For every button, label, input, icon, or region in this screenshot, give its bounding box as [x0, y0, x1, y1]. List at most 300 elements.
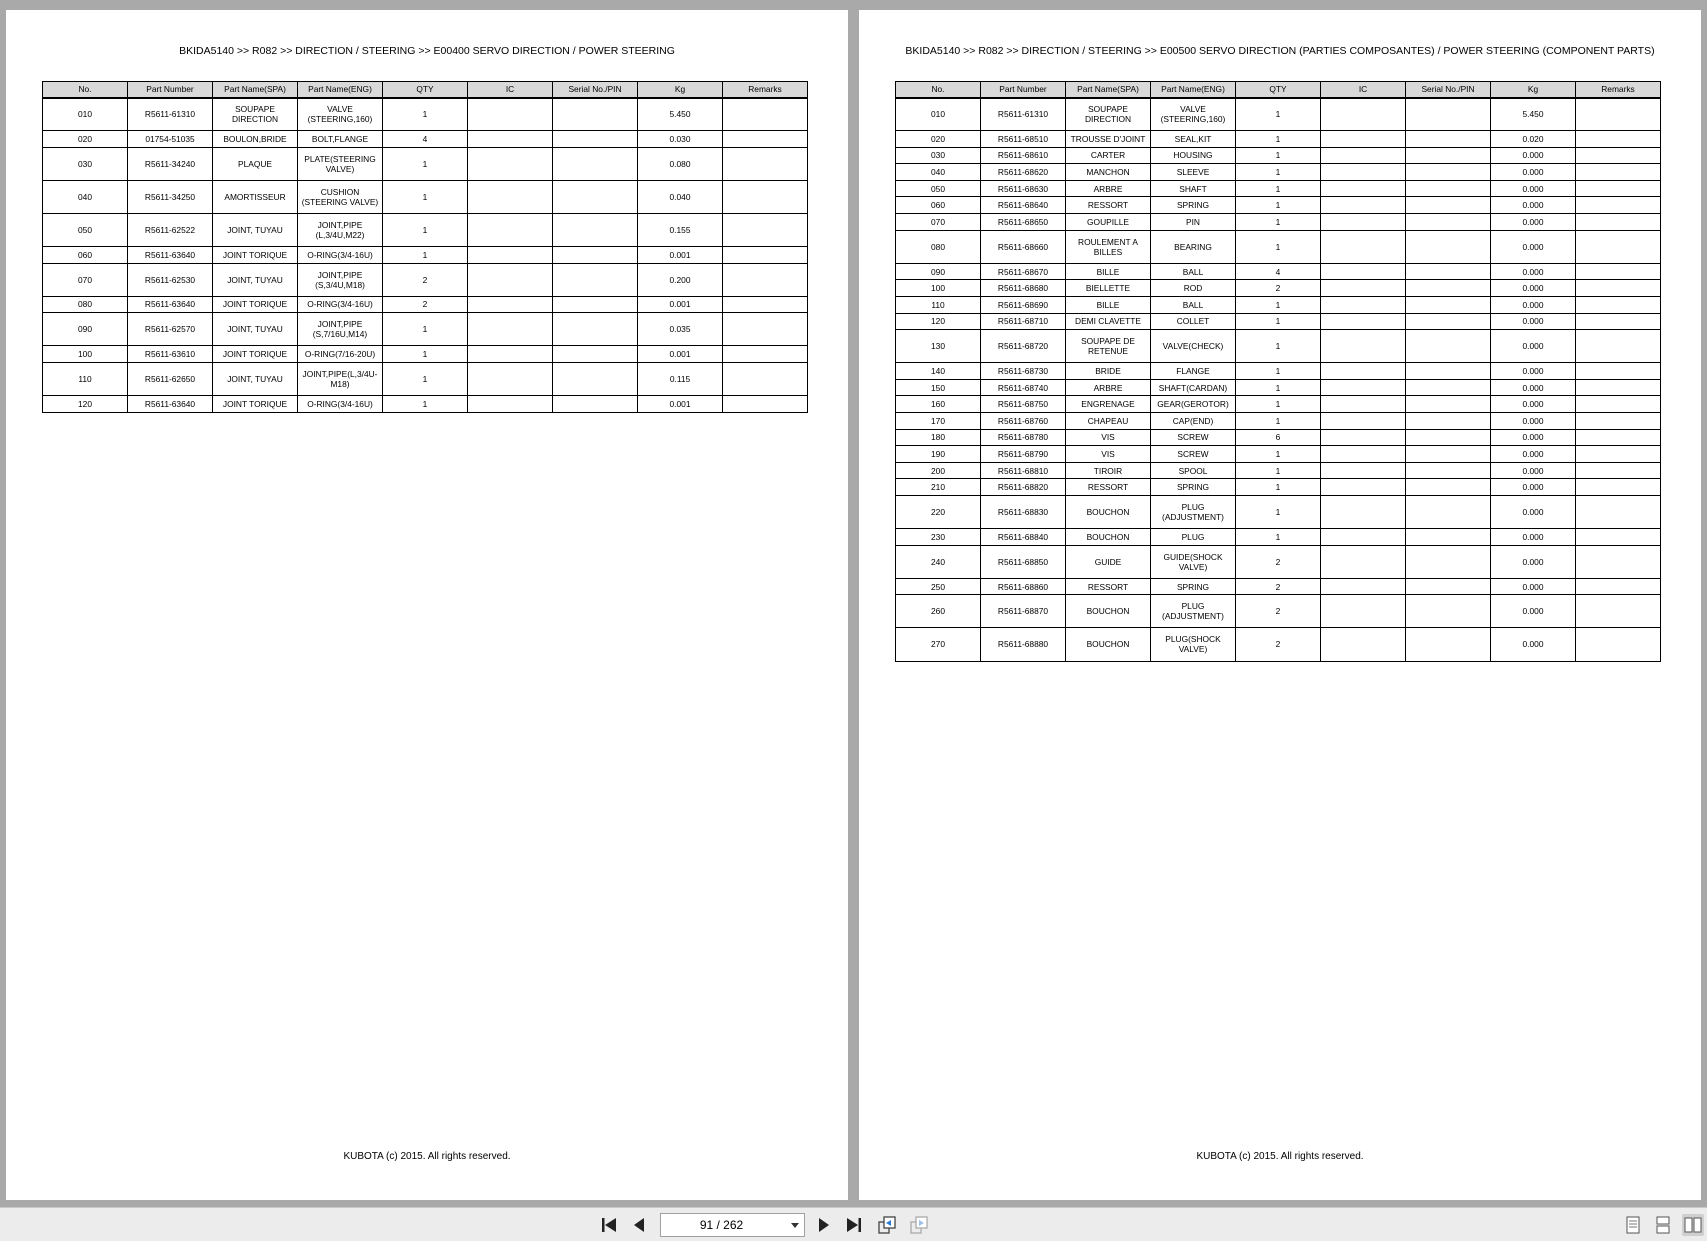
- cell-no: 120: [43, 396, 128, 413]
- cell-part-name-eng: PLUG(SHOCK VALVE): [1151, 628, 1236, 661]
- next-page-icon: [814, 1216, 832, 1234]
- cell-remarks: [1576, 379, 1661, 396]
- column-header: QTY: [383, 82, 468, 98]
- cell-serial: [1406, 479, 1491, 496]
- table-row: [896, 363, 1661, 380]
- cell-kg: 0.000: [1491, 197, 1576, 214]
- cell-no: 010: [43, 98, 128, 131]
- cell-ic: [1321, 214, 1406, 231]
- cell-remarks: [1576, 578, 1661, 595]
- cell-serial: [1406, 529, 1491, 546]
- cell-kg: 0.030: [638, 131, 723, 148]
- cell-part-number: R5611-68710: [981, 313, 1066, 330]
- table-row: [896, 313, 1661, 330]
- cell-no: 150: [896, 379, 981, 396]
- cell-serial: [553, 313, 638, 346]
- table-row: [43, 98, 808, 131]
- cell-no: 050: [43, 213, 128, 246]
- cell-kg: 0.000: [1491, 214, 1576, 231]
- cell-serial: [1406, 363, 1491, 380]
- cell-part-name-eng: JOINT,PIPE (S,7/16U,M14): [298, 313, 383, 346]
- cell-qty: 1: [383, 98, 468, 131]
- cell-no: 020: [896, 131, 981, 148]
- cell-remarks: [1576, 98, 1661, 131]
- cell-part-name-eng: SHAFT(CARDAN): [1151, 379, 1236, 396]
- cell-ic: [1321, 164, 1406, 181]
- cell-part-name-spa: BIELLETTE: [1066, 280, 1151, 297]
- cell-ic: [1321, 147, 1406, 164]
- cell-part-number: R5611-68630: [981, 180, 1066, 197]
- cell-part-name-eng: JOINT,PIPE (L,3/4U,M22): [298, 213, 383, 246]
- cell-part-name-spa: DEMI CLAVETTE: [1066, 313, 1151, 330]
- cell-serial: [1406, 578, 1491, 595]
- cell-serial: [1406, 263, 1491, 280]
- cell-part-name-eng: CAP(END): [1151, 413, 1236, 430]
- cell-part-name-spa: PLAQUE: [213, 147, 298, 180]
- last-page-button[interactable]: [843, 1214, 865, 1236]
- chevron-down-icon[interactable]: [790, 1220, 800, 1230]
- go-back-button[interactable]: [876, 1214, 898, 1236]
- cell-part-number: R5611-68660: [981, 230, 1066, 263]
- cell-ic: [1321, 131, 1406, 148]
- column-header: Kg: [638, 82, 723, 98]
- cell-serial: [553, 346, 638, 363]
- cell-part-name-eng: BOLT,FLANGE: [298, 131, 383, 148]
- cell-qty: 6: [1236, 429, 1321, 446]
- column-header: Serial No./PIN: [1406, 82, 1491, 98]
- cell-no: 210: [896, 479, 981, 496]
- cell-ic: [1321, 379, 1406, 396]
- page-number-field[interactable]: [660, 1213, 805, 1237]
- cell-no: 030: [896, 147, 981, 164]
- cell-qty: 4: [383, 131, 468, 148]
- table-row: [896, 479, 1661, 496]
- go-back-icon: [877, 1215, 897, 1235]
- table-row: [43, 180, 808, 213]
- column-header: Serial No./PIN: [553, 82, 638, 98]
- document-page-left: [6, 10, 848, 1200]
- cell-part-number: R5611-62530: [128, 263, 213, 296]
- cell-ic: [1321, 479, 1406, 496]
- cell-kg: 0.040: [638, 180, 723, 213]
- cell-ic: [1321, 429, 1406, 446]
- cell-part-name-eng: GEAR(GEROTOR): [1151, 396, 1236, 413]
- cell-part-name-eng: PLUG (ADJUSTMENT): [1151, 595, 1236, 628]
- cell-ic: [1321, 595, 1406, 628]
- table-row: [896, 180, 1661, 197]
- cell-part-number: R5611-68730: [981, 363, 1066, 380]
- cell-part-number: R5611-62522: [128, 213, 213, 246]
- table-row: [896, 98, 1661, 131]
- table-row: [896, 595, 1661, 628]
- cell-qty: 4: [1236, 263, 1321, 280]
- cell-qty: 1: [1236, 98, 1321, 131]
- continuous-view-button[interactable]: [1652, 1214, 1674, 1236]
- single-page-view-button[interactable]: [1622, 1214, 1644, 1236]
- cell-kg: 0.080: [638, 147, 723, 180]
- cell-no: 120: [896, 313, 981, 330]
- cell-kg: 0.000: [1491, 595, 1576, 628]
- cell-part-name-spa: ARBRE: [1066, 180, 1151, 197]
- cell-ic: [468, 147, 553, 180]
- cell-serial: [1406, 379, 1491, 396]
- cell-part-number: 01754-51035: [128, 131, 213, 148]
- cell-remarks: [723, 131, 808, 148]
- table-row: [43, 213, 808, 246]
- cell-serial: [1406, 462, 1491, 479]
- cell-no: 260: [896, 595, 981, 628]
- cell-no: 060: [43, 246, 128, 263]
- cell-qty: 1: [383, 147, 468, 180]
- cell-part-number: R5611-68860: [981, 578, 1066, 595]
- column-header: No.: [43, 82, 128, 98]
- cell-part-number: R5611-68720: [981, 330, 1066, 363]
- cell-remarks: [723, 213, 808, 246]
- cell-ic: [468, 396, 553, 413]
- table-row: [896, 214, 1661, 231]
- cell-qty: 1: [1236, 413, 1321, 430]
- cell-part-number: R5611-68680: [981, 280, 1066, 297]
- cell-serial: [1406, 446, 1491, 463]
- table-row: [896, 379, 1661, 396]
- cell-part-name-spa: JOINT, TUYAU: [213, 362, 298, 395]
- cell-ic: [1321, 363, 1406, 380]
- cell-part-number: R5611-68760: [981, 413, 1066, 430]
- column-header: Remarks: [723, 82, 808, 98]
- cell-kg: 0.000: [1491, 263, 1576, 280]
- column-header: IC: [1321, 82, 1406, 98]
- cell-part-name-eng: VALVE (STEERING,160): [1151, 98, 1236, 131]
- cell-remarks: [1576, 529, 1661, 546]
- cell-kg: 0.000: [1491, 280, 1576, 297]
- cell-part-name-spa: BRIDE: [1066, 363, 1151, 380]
- cell-serial: [1406, 230, 1491, 263]
- cell-part-number: R5611-68610: [981, 147, 1066, 164]
- cell-no: 270: [896, 628, 981, 661]
- cell-serial: [553, 296, 638, 313]
- cell-serial: [1406, 595, 1491, 628]
- cell-ic: [468, 213, 553, 246]
- cell-part-name-spa: JOINT TORIQUE: [213, 296, 298, 313]
- cell-ic: [1321, 330, 1406, 363]
- cell-part-name-eng: O-RING(3/4-16U): [298, 246, 383, 263]
- cell-part-name-eng: JOINT,PIPE(L,3/4U-M18): [298, 362, 383, 395]
- cell-part-number: R5611-61310: [981, 98, 1066, 131]
- cell-remarks: [1576, 147, 1661, 164]
- cell-no: 240: [896, 545, 981, 578]
- cell-serial: [1406, 197, 1491, 214]
- cell-part-name-spa: ARBRE: [1066, 379, 1151, 396]
- cell-part-name-eng: VALVE(CHECK): [1151, 330, 1236, 363]
- page-footer: KUBOTA (c) 2015. All rights reserved.: [343, 1151, 511, 1162]
- cell-remarks: [1576, 180, 1661, 197]
- cell-part-name-spa: ROULEMENT A BILLES: [1066, 230, 1151, 263]
- cell-part-name-spa: SOUPAPE DE RETENUE: [1066, 330, 1151, 363]
- column-header: Kg: [1491, 82, 1576, 98]
- cell-part-number: R5611-63640: [128, 296, 213, 313]
- cell-remarks: [1576, 313, 1661, 330]
- cell-ic: [468, 263, 553, 296]
- cell-part-number: R5611-68810: [981, 462, 1066, 479]
- cell-no: 080: [43, 296, 128, 313]
- cell-serial: [1406, 628, 1491, 661]
- cell-serial: [1406, 313, 1491, 330]
- cell-ic: [1321, 313, 1406, 330]
- cell-remarks: [1576, 429, 1661, 446]
- cell-part-name-eng: PIN: [1151, 214, 1236, 231]
- cell-no: 130: [896, 330, 981, 363]
- cell-remarks: [1576, 214, 1661, 231]
- cell-ic: [1321, 495, 1406, 528]
- cell-part-name-spa: BOUCHON: [1066, 595, 1151, 628]
- cell-part-name-eng: SCREW: [1151, 429, 1236, 446]
- cell-part-number: R5611-68880: [981, 628, 1066, 661]
- cell-qty: 2: [1236, 595, 1321, 628]
- cell-kg: 0.000: [1491, 230, 1576, 263]
- cell-part-name-spa: GUIDE: [1066, 545, 1151, 578]
- cell-remarks: [1576, 479, 1661, 496]
- cell-part-name-spa: MANCHON: [1066, 164, 1151, 181]
- cell-no: 050: [896, 180, 981, 197]
- cell-no: 180: [896, 429, 981, 446]
- cell-kg: 0.000: [1491, 545, 1576, 578]
- cell-qty: 1: [1236, 214, 1321, 231]
- cell-no: 040: [43, 180, 128, 213]
- cell-serial: [553, 246, 638, 263]
- cell-ic: [1321, 263, 1406, 280]
- cell-part-name-eng: BEARING: [1151, 230, 1236, 263]
- cell-remarks: [1576, 197, 1661, 214]
- table-row: [896, 462, 1661, 479]
- cell-ic: [468, 296, 553, 313]
- cell-part-name-eng: GUIDE(SHOCK VALVE): [1151, 545, 1236, 578]
- cell-ic: [1321, 446, 1406, 463]
- cell-kg: 0.000: [1491, 413, 1576, 430]
- cell-no: 030: [43, 147, 128, 180]
- column-header: Part Name(SPA): [213, 82, 298, 98]
- table-header-row: [43, 82, 808, 98]
- cell-serial: [1406, 280, 1491, 297]
- page-indicator: 91 / 262: [699, 1218, 744, 1232]
- cell-no: 090: [896, 263, 981, 280]
- cell-kg: 0.001: [638, 246, 723, 263]
- cell-serial: [553, 263, 638, 296]
- cell-qty: 1: [1236, 495, 1321, 528]
- cell-remarks: [723, 396, 808, 413]
- cell-part-name-spa: TROUSSE D'JOINT: [1066, 131, 1151, 148]
- cell-part-name-eng: ROD: [1151, 280, 1236, 297]
- cell-kg: 0.001: [638, 346, 723, 363]
- column-header: Part Name(ENG): [1151, 82, 1236, 98]
- table-row: [896, 263, 1661, 280]
- cell-part-number: R5611-61310: [128, 98, 213, 131]
- cell-ic: [468, 98, 553, 131]
- cell-ic: [1321, 197, 1406, 214]
- cell-part-name-spa: ENGRENAGE: [1066, 396, 1151, 413]
- cell-part-name-spa: JOINT TORIQUE: [213, 246, 298, 263]
- cell-kg: 0.000: [1491, 462, 1576, 479]
- cell-part-name-eng: JOINT,PIPE (S,3/4U,M18): [298, 263, 383, 296]
- cell-part-name-eng: SCREW: [1151, 446, 1236, 463]
- cell-part-name-eng: SPRING: [1151, 197, 1236, 214]
- cell-serial: [553, 362, 638, 395]
- cell-kg: 0.035: [638, 313, 723, 346]
- cell-part-number: R5611-68790: [981, 446, 1066, 463]
- cell-qty: 1: [1236, 230, 1321, 263]
- table-row: [896, 296, 1661, 313]
- cell-ic: [1321, 396, 1406, 413]
- cell-no: 110: [43, 362, 128, 395]
- cell-remarks: [723, 147, 808, 180]
- cell-kg: 0.000: [1491, 396, 1576, 413]
- cell-serial: [553, 131, 638, 148]
- table-row: [896, 330, 1661, 363]
- first-page-button[interactable]: [598, 1214, 620, 1236]
- table-row: [896, 396, 1661, 413]
- cell-remarks: [1576, 396, 1661, 413]
- table-row: [896, 495, 1661, 528]
- cell-part-name-spa: JOINT, TUYAU: [213, 213, 298, 246]
- cell-qty: 2: [1236, 280, 1321, 297]
- cell-no: 160: [896, 396, 981, 413]
- cell-part-number: R5611-34240: [128, 147, 213, 180]
- cell-ic: [1321, 230, 1406, 263]
- cell-part-name-eng: SPOOL: [1151, 462, 1236, 479]
- cell-part-name-spa: BOULON,BRIDE: [213, 131, 298, 148]
- cell-qty: 2: [383, 296, 468, 313]
- cell-kg: 0.000: [1491, 330, 1576, 363]
- cell-part-name-spa: BILLE: [1066, 296, 1151, 313]
- cell-part-name-eng: CUSHION (STEERING VALVE): [298, 180, 383, 213]
- table-row: [896, 131, 1661, 148]
- cell-no: 060: [896, 197, 981, 214]
- cell-kg: 0.200: [638, 263, 723, 296]
- cell-serial: [553, 396, 638, 413]
- table-row: [896, 628, 1661, 661]
- cell-kg: 0.000: [1491, 147, 1576, 164]
- cell-part-number: R5611-63640: [128, 246, 213, 263]
- cell-part-name-spa: RESSORT: [1066, 197, 1151, 214]
- cell-remarks: [1576, 446, 1661, 463]
- table-row: [43, 362, 808, 395]
- cell-qty: 1: [1236, 131, 1321, 148]
- table-row: [896, 529, 1661, 546]
- cell-serial: [1406, 330, 1491, 363]
- cell-qty: 1: [1236, 363, 1321, 380]
- cell-ic: [1321, 545, 1406, 578]
- cell-kg: 0.000: [1491, 578, 1576, 595]
- cell-serial: [1406, 545, 1491, 578]
- cell-part-number: R5611-68840: [981, 529, 1066, 546]
- cell-part-name-spa: BOUCHON: [1066, 495, 1151, 528]
- cell-remarks: [1576, 595, 1661, 628]
- cell-ic: [468, 180, 553, 213]
- cell-part-name-eng: SPRING: [1151, 578, 1236, 595]
- cell-kg: 0.000: [1491, 429, 1576, 446]
- cell-serial: [1406, 214, 1491, 231]
- cell-kg: 0.000: [1491, 164, 1576, 181]
- parts-table: [42, 81, 808, 413]
- cell-no: 070: [896, 214, 981, 231]
- cell-ic: [1321, 98, 1406, 131]
- table-row: [896, 545, 1661, 578]
- cell-qty: 1: [1236, 197, 1321, 214]
- cell-part-name-spa: CHAPEAU: [1066, 413, 1151, 430]
- page-header: BKIDA5140 >> R082 >> DIRECTION / STEERING >> E00400 SERVO DIRECTION / POWER STEERING: [179, 45, 675, 57]
- cell-remarks: [1576, 545, 1661, 578]
- cell-part-name-eng: O-RING(3/4-16U): [298, 296, 383, 313]
- cell-serial: [1406, 164, 1491, 181]
- cell-qty: 2: [383, 263, 468, 296]
- cell-no: 010: [896, 98, 981, 131]
- next-page-button[interactable]: [812, 1214, 834, 1236]
- cell-part-number: R5611-68830: [981, 495, 1066, 528]
- cell-no: 090: [43, 313, 128, 346]
- column-header: Part Number: [981, 82, 1066, 98]
- cell-remarks: [1576, 263, 1661, 280]
- cell-part-name-eng: FLANGE: [1151, 363, 1236, 380]
- cell-kg: 0.000: [1491, 495, 1576, 528]
- cell-part-name-spa: CARTER: [1066, 147, 1151, 164]
- cell-part-name-eng: BALL: [1151, 263, 1236, 280]
- cell-part-name-spa: JOINT, TUYAU: [213, 263, 298, 296]
- cell-qty: 1: [1236, 313, 1321, 330]
- previous-page-icon: [631, 1216, 649, 1234]
- cell-kg: 0.020: [1491, 131, 1576, 148]
- previous-page-button[interactable]: [629, 1214, 651, 1236]
- cell-serial: [553, 213, 638, 246]
- cell-remarks: [1576, 628, 1661, 661]
- table-row: [43, 296, 808, 313]
- cell-part-number: R5611-34250: [128, 180, 213, 213]
- cell-part-number: R5611-68670: [981, 263, 1066, 280]
- cell-no: 080: [896, 230, 981, 263]
- cell-serial: [1406, 147, 1491, 164]
- cell-qty: 1: [383, 362, 468, 395]
- cell-remarks: [1576, 164, 1661, 181]
- pdf-toolbar: [0, 1207, 1707, 1241]
- cell-part-name-spa: RESSORT: [1066, 578, 1151, 595]
- cell-serial: [553, 98, 638, 131]
- cell-serial: [1406, 495, 1491, 528]
- cell-part-number: R5611-68780: [981, 429, 1066, 446]
- cell-remarks: [1576, 413, 1661, 430]
- cell-qty: 1: [1236, 529, 1321, 546]
- continuous-view-icon: [1655, 1216, 1671, 1234]
- cell-no: 200: [896, 462, 981, 479]
- go-forward-button[interactable]: [908, 1214, 930, 1236]
- cell-kg: 0.001: [638, 296, 723, 313]
- cell-part-number: R5611-63610: [128, 346, 213, 363]
- cell-remarks: [723, 362, 808, 395]
- cell-serial: [1406, 296, 1491, 313]
- cell-qty: 1: [1236, 446, 1321, 463]
- cell-ic: [468, 362, 553, 395]
- cell-qty: 1: [1236, 462, 1321, 479]
- cell-kg: 0.155: [638, 213, 723, 246]
- cell-part-name-spa: JOINT, TUYAU: [213, 313, 298, 346]
- cell-ic: [468, 246, 553, 263]
- cell-kg: 0.000: [1491, 529, 1576, 546]
- facing-pages-view-button[interactable]: [1682, 1214, 1704, 1236]
- cell-qty: 1: [1236, 147, 1321, 164]
- cell-kg: 0.000: [1491, 296, 1576, 313]
- cell-part-number: R5611-68870: [981, 595, 1066, 628]
- cell-no: 070: [43, 263, 128, 296]
- table-row: [896, 147, 1661, 164]
- cell-kg: 0.000: [1491, 363, 1576, 380]
- cell-no: 110: [896, 296, 981, 313]
